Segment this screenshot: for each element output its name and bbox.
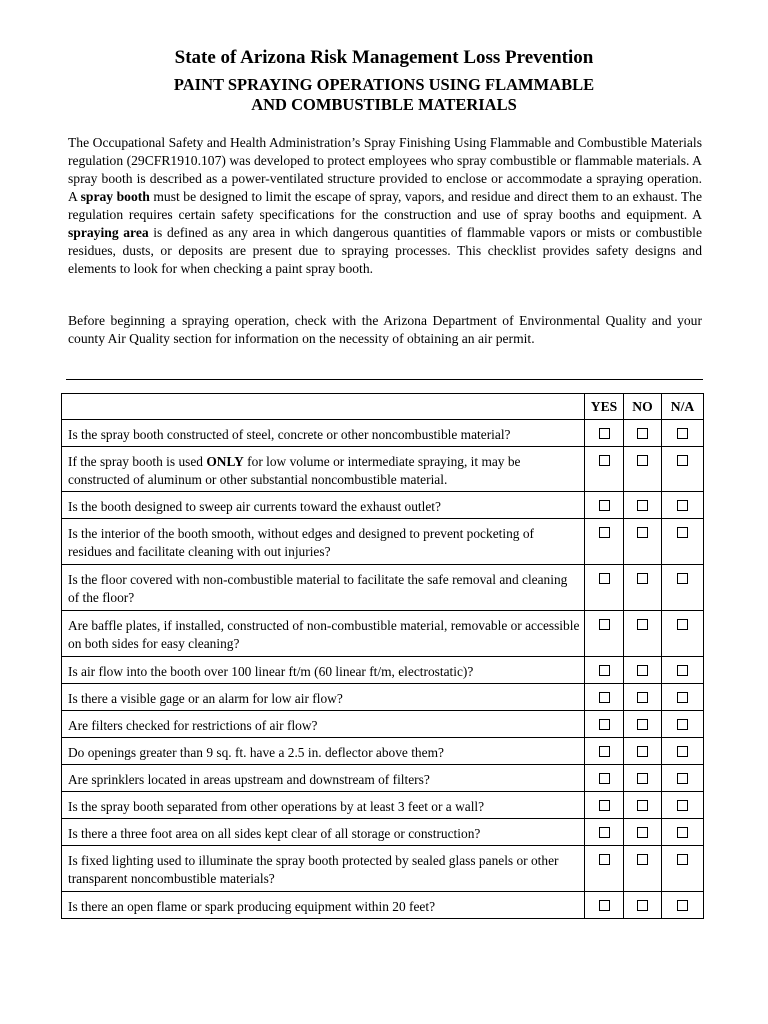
no-checkbox[interactable] (637, 800, 648, 811)
na-checkbox[interactable] (677, 800, 688, 811)
intro-text-3: is defined as any area in which dangerous quantities of flammable vapors or mists or combustible residues, dusts, or deposits are present due to spraying processes. This checklist provides safety designs and elements to look for when checking a paint spray booth. (68, 225, 702, 276)
na-cell (662, 492, 704, 519)
yes-cell (585, 492, 624, 519)
yes-cell (585, 711, 624, 738)
spraying-area-term: spraying area (68, 225, 149, 240)
na-cell (662, 611, 704, 657)
checklist-table (61, 393, 704, 919)
yes-cell (585, 846, 624, 892)
checklist-question: Is fixed lighting used to illuminate the spray booth protected by sealed glass panels or other transparent noncombustible materials? (62, 846, 585, 892)
yes-checkbox[interactable] (599, 719, 610, 730)
checklist-question: Do openings greater than 9 sq. ft. have a 2.5 in. deflector above them? (62, 738, 585, 765)
checklist-question: Is the spray booth constructed of steel, concrete or other noncombustible material? (62, 420, 585, 447)
checklist-question: Is the booth designed to sweep air currents toward the exhaust outlet? (62, 492, 585, 519)
na-cell (662, 792, 704, 819)
checklist-row (62, 657, 704, 684)
no-checkbox[interactable] (637, 773, 648, 784)
spray-booth-term: spray booth (80, 189, 150, 204)
na-checkbox[interactable] (677, 827, 688, 838)
yes-checkbox[interactable] (599, 500, 610, 511)
yes-checkbox[interactable] (599, 619, 610, 630)
yes-checkbox[interactable] (599, 854, 610, 865)
yes-checkbox[interactable] (599, 527, 610, 538)
na-checkbox[interactable] (677, 500, 688, 511)
na-checkbox[interactable] (677, 665, 688, 676)
no-cell (624, 611, 662, 657)
checklist-question: Is air flow into the booth over 100 linear ft/m (60 linear ft/m, electrostatic)? (62, 657, 585, 684)
yes-column-header: YES (585, 394, 624, 420)
checklist-row (62, 819, 704, 846)
checklist-body (62, 420, 704, 919)
question-text-start: If the spray booth is used (68, 454, 207, 469)
question-column-header (62, 394, 585, 420)
na-checkbox[interactable] (677, 527, 688, 538)
na-checkbox[interactable] (677, 428, 688, 439)
yes-cell (585, 819, 624, 846)
na-cell (662, 420, 704, 447)
checklist-row (62, 684, 704, 711)
intro-text-2: must be designed to limit the escape of spray, vapors, and residue and direct them to an exhaust. The regulation requires certain safety specifications for the construction and use of spray booths and equipment. A (68, 189, 703, 222)
checklist-header-row (62, 394, 704, 420)
na-cell (662, 765, 704, 792)
yes-checkbox[interactable] (599, 800, 610, 811)
na-column-header: N/A (662, 394, 704, 420)
yes-cell (585, 738, 624, 765)
checklist-row (62, 846, 704, 892)
yes-checkbox[interactable] (599, 773, 610, 784)
na-checkbox[interactable] (677, 692, 688, 703)
checklist-question: Is there an open flame or spark producing equipment within 20 feet? (62, 892, 585, 919)
yes-checkbox[interactable] (599, 900, 610, 911)
yes-cell (585, 420, 624, 447)
na-cell (662, 447, 704, 492)
checklist-question: Is the floor covered with non-combustible material to facilitate the safe removal and cleaning of the floor? (62, 565, 585, 611)
no-cell (624, 711, 662, 738)
no-checkbox[interactable] (637, 746, 648, 757)
document-title: State of Arizona Risk Management Loss Prevention (174, 47, 594, 68)
permit-paragraph: Before beginning a spraying operation, check with the Arizona Department of Environmental Quality and your county Air Quality section for information on the necessity of obtaining an air permit. (68, 313, 702, 346)
yes-cell (585, 892, 624, 919)
yes-cell (585, 565, 624, 611)
yes-cell (585, 447, 624, 492)
no-cell (624, 738, 662, 765)
na-checkbox[interactable] (677, 773, 688, 784)
checklist-row (62, 519, 704, 565)
yes-cell (585, 765, 624, 792)
no-cell (624, 819, 662, 846)
na-checkbox[interactable] (677, 619, 688, 630)
checklist-question: Are filters checked for restrictions of air flow? (62, 711, 585, 738)
na-cell (662, 657, 704, 684)
checklist-question: Are baffle plates, if installed, constructed of non-combustible material, removable or accessible on both sides for easy cleaning? (62, 611, 585, 657)
yes-checkbox[interactable] (599, 428, 610, 439)
no-checkbox[interactable] (637, 428, 648, 439)
checklist-row (62, 447, 704, 492)
yes-cell (585, 792, 624, 819)
yes-cell (585, 657, 624, 684)
checklist-row (62, 765, 704, 792)
yes-checkbox[interactable] (599, 665, 610, 676)
no-checkbox[interactable] (637, 719, 648, 730)
no-cell (624, 447, 662, 492)
na-checkbox[interactable] (677, 573, 688, 584)
na-checkbox[interactable] (677, 719, 688, 730)
question-text-end: for low volume or intermediate spraying, it may be constructed of aluminum or other substantial noncombustible material. (68, 454, 521, 487)
no-checkbox[interactable] (637, 455, 648, 466)
na-checkbox[interactable] (677, 854, 688, 865)
checklist-question: Is the spray booth separated from other operations by at least 3 feet or a wall? (62, 792, 585, 819)
no-checkbox[interactable] (637, 692, 648, 703)
yes-checkbox[interactable] (599, 573, 610, 584)
question-emphasis: ONLY (206, 454, 244, 469)
checklist-row (62, 892, 704, 919)
no-cell (624, 792, 662, 819)
document-subtitle-line-2: AND COMBUSTIBLE MATERIALS (251, 95, 517, 114)
no-checkbox[interactable] (637, 854, 648, 865)
checklist-row (62, 792, 704, 819)
checklist-row (62, 492, 704, 519)
no-cell (624, 892, 662, 919)
na-cell (662, 565, 704, 611)
checklist-row (62, 711, 704, 738)
checklist-question (62, 447, 585, 492)
checklist-question: Are sprinklers located in areas upstream and downstream of filters? (62, 765, 585, 792)
intro-paragraph (68, 134, 702, 278)
no-cell (624, 519, 662, 565)
no-cell (624, 420, 662, 447)
na-cell (662, 684, 704, 711)
no-column-header: NO (624, 394, 662, 420)
checklist-row (62, 565, 704, 611)
na-cell (662, 819, 704, 846)
no-checkbox[interactable] (637, 665, 648, 676)
na-cell (662, 711, 704, 738)
checklist-row (62, 611, 704, 657)
yes-checkbox[interactable] (599, 692, 610, 703)
na-checkbox[interactable] (677, 900, 688, 911)
no-checkbox[interactable] (637, 527, 648, 538)
yes-checkbox[interactable] (599, 827, 610, 838)
na-cell (662, 892, 704, 919)
no-checkbox[interactable] (637, 500, 648, 511)
yes-checkbox[interactable] (599, 455, 610, 466)
checklist-question: Is the interior of the booth smooth, without edges and designed to prevent pocketing of residues and facilitate cleaning with out injuries? (62, 519, 585, 565)
yes-cell (585, 519, 624, 565)
no-checkbox[interactable] (637, 827, 648, 838)
no-checkbox[interactable] (637, 900, 648, 911)
document-subtitle-line-1: PAINT SPRAYING OPERATIONS USING FLAMMABLE (173, 75, 595, 94)
na-checkbox[interactable] (677, 746, 688, 757)
no-cell (624, 684, 662, 711)
no-cell (624, 565, 662, 611)
na-cell (662, 738, 704, 765)
checklist-row (62, 738, 704, 765)
checklist-row (62, 420, 704, 447)
checklist-question: Is there a visible gage or an alarm for low air flow? (62, 684, 585, 711)
yes-checkbox[interactable] (599, 746, 610, 757)
intro-text-1: The Occupational Safety and Health Administration’s Spray Finishing Using Flammable and Combustible Materials regulation (29CFR1910.107) was developed to protect employees who spray combustible or flammable materials. A spray booth is described as a power-ventilated structure provided to enclose or accommodate a spraying operation. A (68, 135, 702, 204)
no-cell (624, 492, 662, 519)
no-cell (624, 657, 662, 684)
na-cell (662, 519, 704, 565)
no-cell (624, 765, 662, 792)
section-divider (66, 379, 703, 380)
no-cell (624, 846, 662, 892)
no-checkbox[interactable] (637, 619, 648, 630)
na-checkbox[interactable] (677, 455, 688, 466)
na-cell (662, 846, 704, 892)
yes-cell (585, 684, 624, 711)
checklist-question: Is there a three foot area on all sides kept clear of all storage or construction? (62, 819, 585, 846)
no-checkbox[interactable] (637, 573, 648, 584)
yes-cell (585, 611, 624, 657)
